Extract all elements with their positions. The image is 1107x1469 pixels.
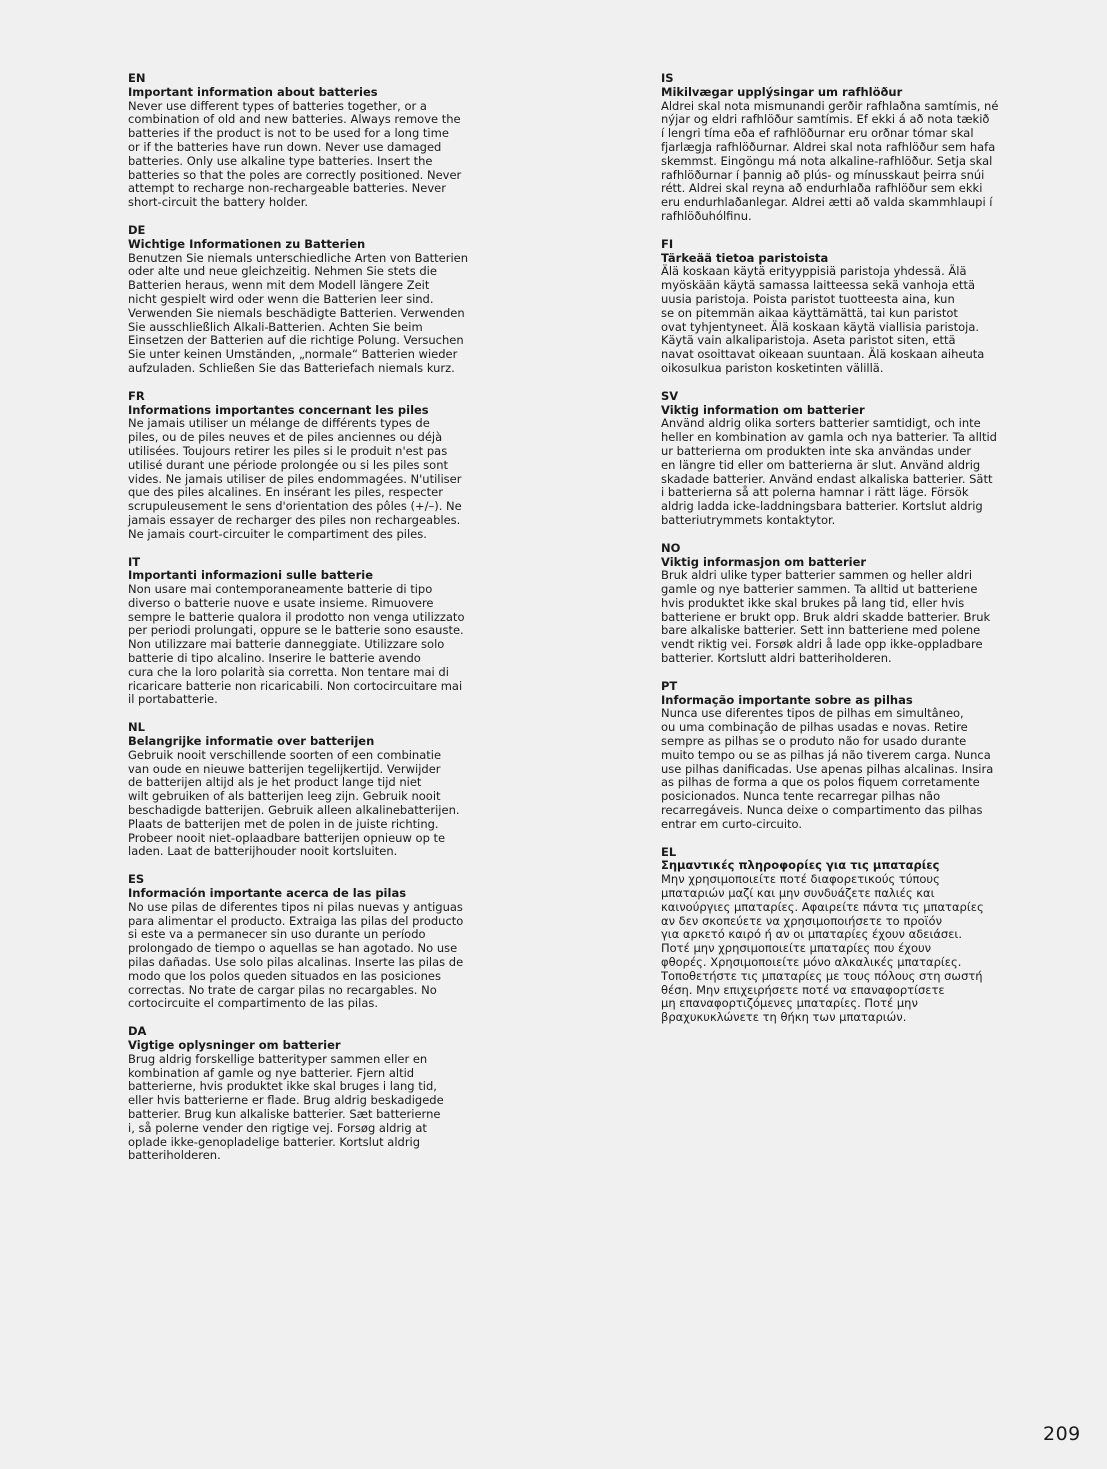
section-es [128, 873, 478, 1011]
section-nl [128, 721, 478, 859]
section-fi [661, 238, 1011, 376]
language-code: FR [128, 388, 145, 403]
section-body: Nunca use diferentes tipos de pilhas em simultâneo, ou uma combinação de pilhas usadas e novas. Retire sempre as pilhas se o produto não for usado durante muito tempo ou se as pilhas já não tiverem carga. Nunca use pilhas danificadas. Use apenas pilhas alcalinas. Insira as pilhas de forma a que os polos fiquem corretamente posicionados. Nunca tente recarregar pilhas não recarregáveis. Nunca deixe o compartimento das pilhas entrar em curto-circuito. [661, 706, 994, 831]
section-body: Brug aldrig forskellige batterityper sammen eller en kombination af gamle og nye batterier. Fjern altid batterierne, hvis produktet ikke skal bruges i lang tid, eller hvis batterierne er flade. Brug aldrig beskadigede batterier. Brug kun alkaliske batterier. Sæt batterierne i, så polerne vender den rigtige vej. Forsøg aldrig at oplade ikke-genopladelige batterier. Kortslut aldrig batteriholderen. [128, 1051, 444, 1163]
section-heading: Informação importante sobre as pilhas [661, 692, 913, 707]
section-el [661, 846, 1011, 1025]
right-column [661, 72, 1011, 1039]
section-fr [128, 390, 478, 542]
section-heading: Wichtige Informationen zu Batterien [128, 236, 366, 251]
language-code: NL [128, 720, 145, 735]
section-body: Ne jamais utiliser un mélange de différents types de piles, ou de piles neuves et de piles anciennes ou déjà utilisées. Toujours retirer les piles si le produit n'est pas utilisé durant une période prolongée ou si les piles sont vides. Ne jamais utiliser de piles endommagées. N'utiliser que des piles alcalines. En insérant les piles, respecter scrupuleusement le sens d'orientation des pôles (+/–). Ne jamais essayer de recharger des piles non rechargeables. Ne jamais court-circuiter le compartiment des piles. [128, 416, 462, 541]
section-de [128, 224, 478, 376]
section-body: Älä koskaan käytä erityyppisiä paristoja yhdessä. Älä myöskään käytä samassa laitteessa sekä vanhoja että uusia paristoja. Poista paristot tuotteesta aina, kun se on pitemmän aikaa käyttämättä, tai kun paristot ovat tyhjentyneet. Älä koskaan käytä viallisia paristoja. Käytä vain alkaliparistoja. Aseta paristot siten, että navat osoittavat oikeaan suuntaan. Älä koskaan aiheuta oikosulkua pariston kosketinten välillä. [661, 264, 985, 375]
section-pt [661, 680, 1011, 832]
section-it [128, 556, 478, 708]
language-code: DE [128, 222, 146, 237]
language-code: EN [128, 71, 146, 85]
section-body: Never use different types of batteries together, or a combination of old and new batteries. Always remove the batteries if the product is not to be used for a long time or if the batteries have run down. Never use damaged batteries. Only use alkaline type batteries. Insert the batteries so that the poles are correctly positioned. Never attempt to recharge non-rechargeable batteries. Never short-circuit the battery holder. [128, 98, 462, 210]
language-code: IS [661, 71, 674, 85]
section-body: Använd aldrig olika sorters batterier samtidigt, och inte heller en kombination av gamla och nya batterier. Ta alltid ur batterierna om produkten inte ska användas under en längre tid eller om batterierna är slut. Använd aldrig skadade batterier. Använd endast alkaliska batterier. Sätt i batterierna så att polerna hamnar i rätt läge. Försök aldrig ladda icke-laddningsbara batterier. Kortslut aldrig batteriutrymmets kontaktytor. [661, 416, 997, 527]
language-code: FI [661, 236, 674, 251]
section-heading: Información importante acerca de las pilas [128, 886, 407, 901]
language-code: SV [661, 388, 679, 403]
section-da [128, 1025, 478, 1163]
section-body: Μην χρησιμοποιείτε ποτέ διαφορετικούς τύπους μπαταριών μαζί και μην συνδυάζετε παλιές και καινούργιες μπαταρίες. Αφαιρείτε πάντα τις μπαταρίες αν δεν σκοπεύετε να χρησιμοποιήσετε το προϊόν για αρκετό καιρό ή αν οι μπαταρίες έχουν αδειάσει. Ποτέ μην χρησιμοποιείτε μπαταρίες που έχουν φθορές. Χρησιμοποιείτε μόνο αλκαλικές μπαταρίες. Τοποθετήστε τις μπαταρίες με τους πόλους στη σωστή θέση. Μην επιχειρήσετε ποτέ να επαναφορτίσετε μη επαναφορτιζόμενες μπαταρίες. Ποτέ μην βραχυκυκλώνετε τη θήκη των μπαταριών. [661, 872, 984, 1025]
section-heading: Σημαντικές πληροφορίες για τις μπαταρίες [661, 858, 940, 873]
section-body: Benutzen Sie niemals unterschiedliche Arten von Batterien oder alte und neue gleichzeitig. Nehmen Sie stets die Batterien heraus, wenn mit dem Modell längere Zeit nicht gespielt wird oder wenn die Batterien leer sind. Verwenden Sie niemals beschädigte Batterien. Verwenden Sie ausschließlich Alkali-Batterien. Achten Sie beim Einsetzen der Batterien auf die richtige Polung. Versuchen Sie unter keinen Umständen, „normale“ Batterien wieder aufzuladen. Schließen Sie das Batteriefach niemals kurz. [128, 250, 469, 375]
section-heading: Mikilvægar upplýsingar um rafhlöður [661, 84, 903, 99]
section-heading: Viktig information om batterier [661, 402, 865, 417]
section-body: Aldrei skal nota mismunandi gerðir rafhlaðna samtímis, né nýjar og eldri rafhlöður samtímis. Ef ekki á að nota tækið í lengri tíma eða ef rafhlöðurnar eru orðnar tómar skal fjarlægja rafhlöðurnar. Aldrei skal nota rafhlöður sem hafa skemmst. Eingöngu má nota alkaline-rafhlöður. Setja skal rafhlöðurnar í þannig að plús- og mínusskaut þeirra snúi rétt. Aldrei skal reyna að endurhlaða rafhlöður sem ekki eru endurhlaðanlegar. Aldrei ætti að valda skammhlaupi í rafhlöðuhólfinu. [661, 98, 999, 223]
language-code: ES [128, 872, 145, 887]
language-code: EL [661, 844, 677, 859]
left-column [128, 72, 478, 1177]
section-body: Non usare mai contemporaneamente batterie di tipo diverso o batterie nuove e usate insieme. Rimuovere sempre le batterie qualora il prodotto non venga utilizzato per periodi prolungati, oppure se le batterie sono esauste. Non utilizzare mai batterie danneggiate. Utilizzare solo batterie di tipo alcalino. Inserire le batterie avendo cura che la loro polarità sia corretta. Non tentare mai di ricaricare batterie non ricaricabili. Non cortocircuitare mai il portabatterie. [128, 582, 465, 707]
section-heading: Vigtige oplysninger om batterier [128, 1038, 341, 1052]
section-en [128, 72, 478, 210]
section-heading: Important information about batteries [128, 84, 378, 99]
language-code: IT [128, 554, 141, 569]
language-code: DA [128, 1024, 147, 1039]
section-sv [661, 390, 1011, 528]
language-code: NO [661, 540, 681, 555]
section-body: Gebruik nooit verschillende soorten of een combinatie van oude en nieuwe batterijen tegelijkertijd. Verwijder de batterijen altijd als je het product lange tijd niet wilt gebruiken of als batterijen leeg zijn. Gebruik nooit beschadigde batterijen. Gebruik alleen alkalinebatterijen. Plaats de batterijen met de polen in de juiste richting. Probeer nooit niet-oplaadbare batterijen opnieuw op te laden. Laat de batterijhouder nooit kortsluiten. [128, 747, 460, 859]
section-heading: Belangrijke informatie over batterijen [128, 734, 375, 749]
language-code: PT [661, 678, 678, 693]
section-is [661, 72, 1011, 224]
section-no [661, 542, 1011, 666]
section-body: No use pilas de diferentes tipos ni pilas nuevas y antiguas para alimentar el producto. Extraiga las pilas del producto si este va a permanecer sin uso durante un período prolongado de tiempo o aquellas se han agotado. No use pilas dañadas. Use solo pilas alcalinas. Inserte las pilas de modo que los polos queden situados en las posiciones correctas. No trate de cargar pilas no recargables. No cortocircuite el compartimento de las pilas. [128, 899, 464, 1011]
section-heading: Informations importantes concernant les piles [128, 402, 429, 417]
section-heading: Viktig informasjon om batterier [661, 554, 867, 569]
section-heading: Importanti informazioni sulle batterie [128, 568, 373, 583]
section-body: Bruk aldri ulike typer batterier sammen og heller aldri gamle og nye batterier sammen. Ta alltid ut batteriene hvis produktet ikke skal brukes på lang tid, eller hvis batteriene er brukt opp. Bruk aldri skadde batterier. Bruk bare alkaliske batterier. Sett inn batteriene med polene vendt riktig vei. Forsøk aldri å lade opp ikke-oppladbare batterier. Kortslutt aldri batteriholderen. [661, 568, 991, 666]
page-number: 209 [1043, 1423, 1081, 1445]
section-heading: Tärkeää tietoa paristoista [661, 250, 829, 265]
